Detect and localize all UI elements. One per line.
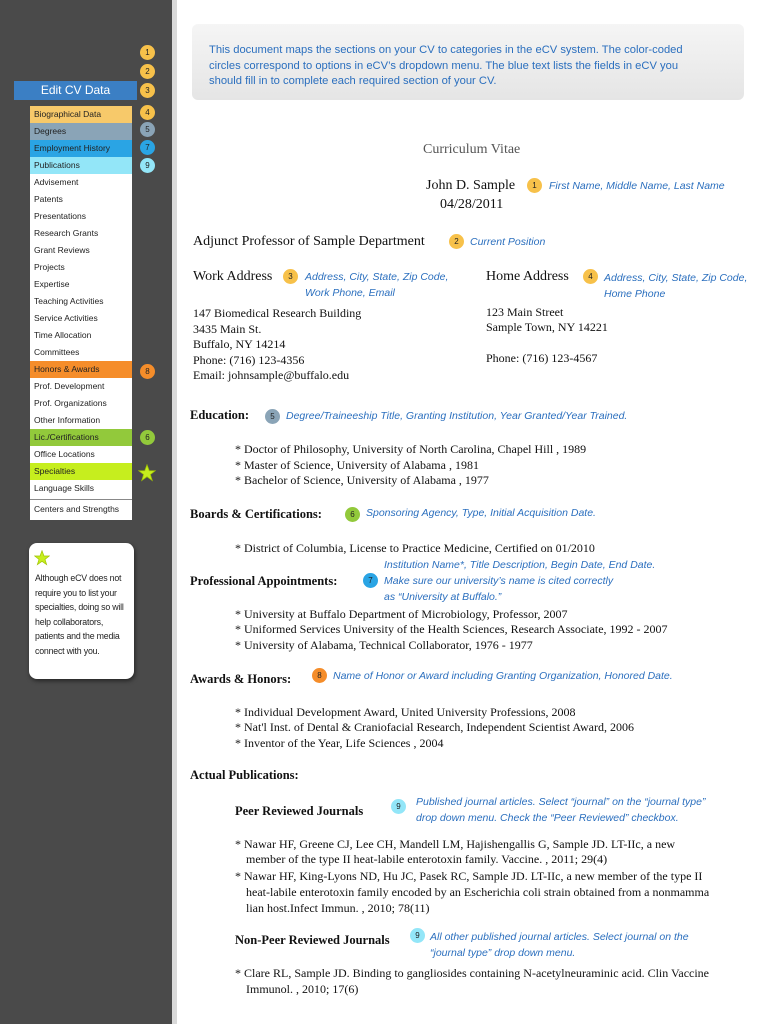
education-item: * Master of Science, University of Alabama , 1981 [235,458,479,472]
menu-item-advisement[interactable]: Advisement [34,177,79,187]
badge-4: 4 [140,105,155,120]
work-line: Email: johnsample@buffalo.edu [193,368,350,382]
non-peer-reviewed-label: Non-Peer Reviewed Journals [235,933,390,947]
hint-position: Current Position [470,236,546,248]
badge-8: 8 [140,364,155,379]
badge-7: 7 [363,573,378,588]
menu-item-committees[interactable]: Committees [34,347,80,357]
cv-name: John D. Sample [426,178,516,193]
award-item: * Inventor of the Year, Life Sciences , 2004 [235,736,444,750]
menu-item-degrees[interactable]: Degrees [30,123,132,140]
home-line: Phone: (716) 123-4567 [486,351,598,365]
appointments-label: Professional Appointments: [190,574,338,588]
menu-item-prof-organizations[interactable]: Prof. Organizations [34,398,107,408]
menu-item-other-information[interactable]: Other Information [34,415,101,425]
appointment-item: * University of Alabama, Technical Collaborator, 1976 - 1977 [235,638,533,652]
badge-1: 1 [527,178,542,193]
badge-6: 6 [140,430,155,445]
appointment-item: * Uniformed Services University of the Health Sciences, Research Associate, 1992 - 2007 [235,622,668,636]
hint-name: First Name, Middle Name, Last Name [549,180,725,192]
intro-text: This document maps the sections on your CV to categories in the eCV system. The color-coded circles correspond to options in eCV’s dropdown menu. The blue text lists the fields in eCV you should fill in to complete each required section of your CV. [209,44,683,87]
home-address-label: Home Address [486,269,569,284]
nonpeer-publication-line: Immunol. , 2010; 17(6) [246,982,359,996]
ecv-dropdown-menu [30,106,132,520]
work-line: Phone: (716) 123-4356 [193,353,305,367]
menu-item-grant-reviews[interactable]: Grant Reviews [34,245,90,255]
home-line: 123 Main Street [486,305,564,319]
badge-1: 1 [140,45,155,60]
work-line: 3435 Main St. [193,322,262,336]
award-item: * Nat'l Inst. of Dental & Craniofacial Research, Independent Scientist Award, 2006 [235,720,634,734]
menu-item-patents[interactable]: Patents [34,194,63,204]
badge-7: 7 [140,140,155,155]
hint-education: Degree/Traineeship Title, Granting Institution, Year Granted/Year Trained. [286,410,628,422]
badge-9: 9 [410,928,425,943]
peer-publication-line: lian host.Infect Immun. , 2010; 78(11) [246,901,430,915]
edit-cv-data-header[interactable]: Edit CV Data [14,81,137,100]
badge-2: 2 [449,234,464,249]
peer-publication-line: * Nawar HF, Greene CJ, Lee CH, Mandell LM, Hajishengallis G, Sample JD. LT-IIc, a new [235,837,676,851]
menu-item-prof-development[interactable]: Prof. Development [34,381,105,391]
badge-9: 9 [140,158,155,173]
hint-appointments-3: as “University at Buffalo.” [384,591,502,603]
hint-peer-2: drop down menu. Check the “Peer Reviewed” checkbox. [416,812,679,824]
intro-banner [192,24,744,100]
work-line: Buffalo, NY 14214 [193,337,286,351]
menu-item-lic-certifications[interactable]: Lic./Certifications [30,429,132,446]
sidebar-divider [172,0,177,1024]
menu-item-specialties[interactable]: Specialties [30,463,132,480]
publications-label: Actual Publications: [190,768,299,782]
hint-awards: Name of Honor or Award including Granting Organization, Honored Date. [333,670,673,682]
badge-9: 9 [391,799,406,814]
education-item: * Bachelor of Science, University of Alabama , 1977 [235,473,489,487]
menu-item-office-locations[interactable]: Office Locations [34,449,95,459]
menu-separator [30,499,132,500]
boards-item: * District of Columbia, License to Practice Medicine, Certified on 01/2010 [235,541,595,555]
home-line: Sample Town, NY 14221 [486,320,608,334]
hint-nonpeer-2: “journal type” drop down menu. [430,947,576,959]
menu-item-projects[interactable]: Projects [34,262,65,272]
hint-appointments-1: Institution Name*, Title Description, Begin Date, End Date. [384,559,656,571]
menu-item-publications[interactable]: Publications [30,157,132,174]
peer-reviewed-label: Peer Reviewed Journals [235,804,364,818]
menu-item-time-allocation[interactable]: Time Allocation [34,330,92,340]
education-label: Education: [190,408,250,422]
hint-home-2: Home Phone [604,288,666,300]
hint-work-1: Address, City, State, Zip Code, [305,271,449,283]
menu-item-centers-and-strengths[interactable]: Centers and Strengths [34,504,120,514]
education-item: * Doctor of Philosophy, University of North Carolina, Chapel Hill , 1989 [235,442,587,456]
award-item: * Individual Development Award, United University Professions, 2008 [235,705,576,719]
badge-6: 6 [345,507,360,522]
hint-home-1: Address, City, State, Zip Code, [604,272,748,284]
boards-label: Boards & Certifications: [190,507,322,521]
nonpeer-publication-line: * Clare RL, Sample JD. Binding to gangliosides containing N-acetylneuraminic acid. Clin Vaccine [235,966,710,980]
menu-item-language-skills[interactable]: Language Skills [34,483,95,493]
work-address-label: Work Address [193,269,273,284]
badge-4: 4 [583,269,598,284]
specialties-note: Although eCV does not require you to list your specialties, doing so will help collaborators, patients and the media connect with you. [35,573,124,656]
menu-item-service-activities[interactable]: Service Activities [34,313,98,323]
badge-3: 3 [140,83,155,98]
appointment-item: * University at Buffalo Department of Microbiology, Professor, 2007 [235,607,568,621]
badge-3: 3 [283,269,298,284]
hint-work-2: Work Phone, Email [305,287,395,299]
menu-item-presentations[interactable]: Presentations [34,211,86,221]
peer-publication-line: heat-labile enterotoxin family encoded by an Escherichia coli strain obtained from a nonmamma [246,885,710,899]
hint-boards: Sponsoring Agency, Type, Initial Acquisition Date. [366,507,596,519]
badge-5: 5 [265,409,280,424]
badge-8: 8 [312,668,327,683]
specialties-note-card [29,543,134,679]
hint-peer-1: Published journal articles. Select “journal” on the “journal type” [416,796,706,808]
peer-publication-line: member of the type II heat-labile enterotoxin family. Vaccine. , 2011; 29(4) [246,852,608,866]
peer-publication-line: * Nawar HF, King-Lyons ND, Hu JC, Pasek RC, Sample JD. LT-IIc, a new member of the type II [235,869,703,883]
cv-date: 04/28/2011 [440,197,504,212]
badge-5: 5 [140,122,155,137]
work-line: 147 Biomedical Research Building [193,306,362,320]
menu-item-research-grants[interactable]: Research Grants [34,228,99,238]
menu-item-employment-history[interactable]: Employment History [30,140,132,157]
star-icon [34,550,50,566]
cv-heading: Curriculum Vitae [423,142,521,157]
hint-appointments-2: Make sure our university’s name is cited correctly [384,575,614,587]
awards-label: Awards & Honors: [190,672,292,686]
star-icon [138,464,156,482]
cv-title: Adjunct Professor of Sample Department [193,234,425,249]
hint-nonpeer-1: All other published journal articles. Select journal on the [430,931,689,943]
menu-item-honors-awards[interactable]: Honors & Awards [30,361,132,378]
menu-item-biographical-data[interactable]: Biographical Data [30,106,132,123]
menu-item-expertise[interactable]: Expertise [34,279,70,289]
badge-2: 2 [140,64,155,79]
menu-item-teaching-activities[interactable]: Teaching Activities [34,296,104,306]
